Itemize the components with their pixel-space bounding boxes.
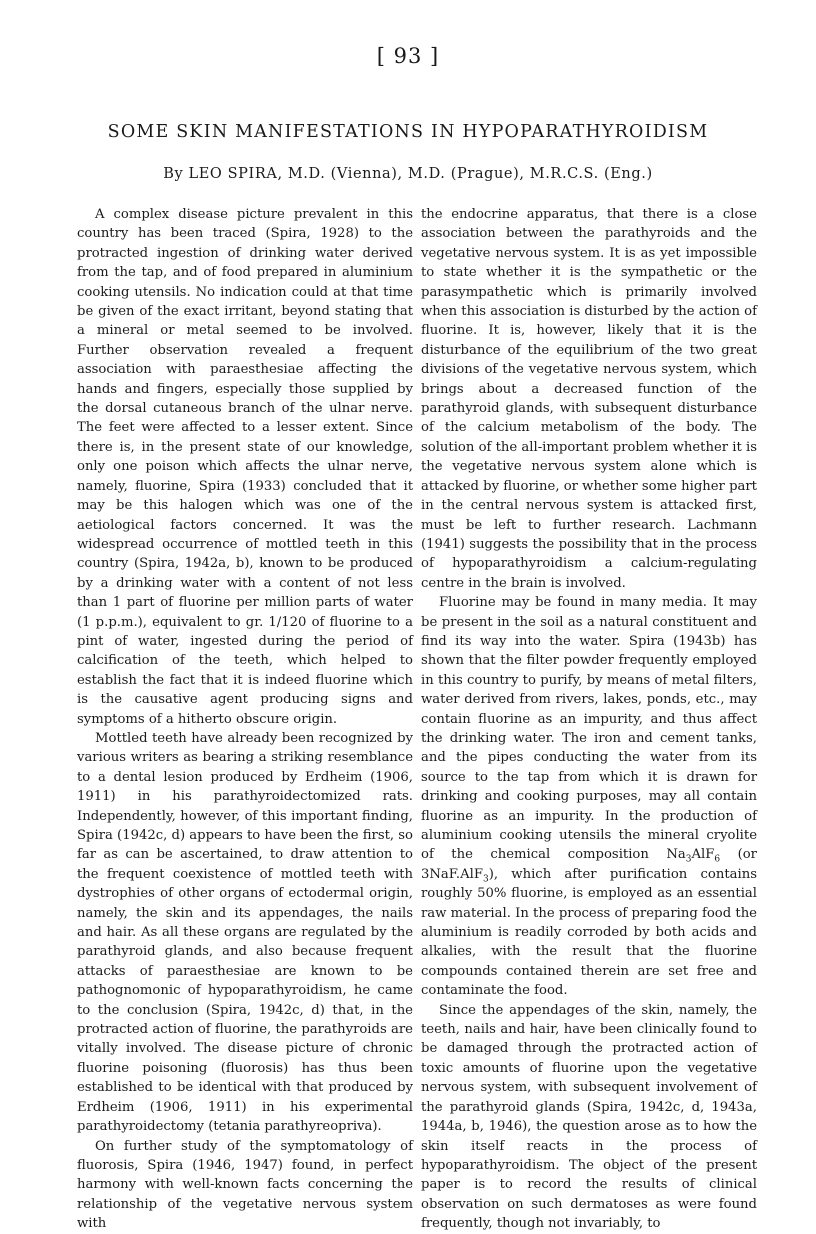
article-byline: By LEO SPIRA, M.D. (Vienna), M.D. (Prague), M.R.C.S. (Eng.) [163, 166, 653, 182]
paragraph-text: Fluorine may be found in many media. It may be present in the soil as a natural constituent and find its way into the water. Spira (1943b) has shown that the filter powder frequently employed in this country to purify, by means of metal filters, water derived from rivers, lakes, ponds, etc., may contain fluorine as an impurity, and thus affect the drinking water. The iron and cement tanks, and the pipes conducting the water from its source to the tap from which it is drawn for drinking and cooking purposes, may all contain fluorine as an impurity. In the production of aluminium cooking utensils the mineral cryolite of the chemical composition [421, 595, 757, 863]
paragraph: Mottled teeth have already been recognized by various writers as bearing a striking resemblance to a dental lesion produced by Erdheim (1906, 1911) in his parathyroidectomized rats. Independently, however, of this important finding, Spira (1942c, d) appears to have been the first, so far as can be ascertained, to draw attention to the frequent coexistence of mottled teeth with dystrophies of other organs of ectodermal origin, namely, the skin and its appendages, the nails and hair. As all these organs are regulated by the parathyroid glands, and also because frequent attacks of paraesthesiae are known to be pathognomonic of hypoparathyroidism, he came to the conclusion (Spira, 1942c, d) that, in the protracted action of fluorine, the parathyroids are vitally involved. The disease picture of chronic fluorine poisoning (fluorosis) has thus been established to be identical with that produced by Erdheim (1906, 1911) in his experimental parathyroidectomy (tetania parathyreopriva). [77, 730, 413, 1135]
paragraph-continuation: the endocrine apparatus, that there is a close association between the parathyroids and the vegetative nervous system. It is as yet impossible to state whether it is the sympathetic or the parasympathetic which is primarily involved when this association is disturbed by the action of fluorine. It is, however, likely that it is the disturbance of the equilibrium of the two great divisions of the vegetative nervous system, which brings about a decreased function of the parathyroid glands, with subsequent disturbance of the calcium metabolism of the body. The solution of the all-important problem whether it is the vegetative nervous system alone which is attacked by fluorine, or whether some higher part in the central nervous system is attacked first, must be left to further research. Lachmann (1941) suggests the possibility that in the process of hypoparathyroidism a calcium-regulating centre in the brain is involved. [421, 207, 757, 591]
article-body [77, 205, 757, 1234]
page-number: [ 93 ] [376, 44, 440, 68]
article-title: SOME SKIN MANIFESTATIONS IN HYPOPARATHYROIDISM [107, 122, 709, 142]
right-column [421, 205, 757, 1234]
paragraph-text: ), which after purification contains roughly 50% fluorine, is employed as an essential raw material. In the process of preparing food the aluminium is readily corroded by both acids and alkalies, with the result that the fluorine compounds contained therein are set free and contaminate the food. [421, 866, 757, 999]
left-column [77, 205, 413, 1234]
paragraph [421, 593, 757, 1001]
paragraph: Since the appendages of the skin, namely, the teeth, nails and hair, have been clinically found to be damaged through the protracted action of toxic amounts of fluorine upon the vegetative nervous system, with subsequent involvement of the parathyroid glands (Spira, 1942c, d, 1943a, 1944a, b, 1946), the question arose as to how the skin itself reacts in the process of hypoparathyroidism. The object of the present paper is to record the results of clinical observation on such dermatoses as were found frequently, though not invariably, to [421, 1002, 757, 1232]
paragraph: A complex disease picture prevalent in this country has been traced (Spira, 1928) to the protracted ingestion of drinking water derived from the tap, and of food prepared in aluminium cooking utensils. No indication could at that time be given of the exact irritant, beyond stating that a mineral or metal seemed to be involved. Further observation revealed a frequent association with paraesthesiae affecting the hands and fingers, especially those supplied by the dorsal cutaneous branch of the ulnar nerve. The feet were affected to a lesser extent. Since there is, in the present state of our knowledge, only one poison which affects the ulnar nerve, namely, fluorine, Spira (1933) concluded that it may be this halogen which was one of the aetiological factors concerned. It was the widespread occurrence of mottled teeth in this country (Spira, 1942a, b), known to be produced by a drinking water with a content of not less than 1 part of fluorine per million parts of water (1 p.p.m.), equivalent to gr. 1/120 of fluorine to a pint of water, ingested during the period of calcification of the teeth, which helped to establish the fact that it is indeed fluorine which is the causative agent producing signs and symptoms of a hitherto obscure origin. [77, 207, 413, 727]
chemical-formula: $Na_3AlF_6$ (or 3NaF.AlF$_3$ [421, 847, 757, 885]
paragraph: On further study of the symptomatology of fluorosis, Spira (1946, 1947) found, in perfect harmony with well-known facts concerning the relationship of the vegetative nervous system with [77, 1138, 413, 1232]
